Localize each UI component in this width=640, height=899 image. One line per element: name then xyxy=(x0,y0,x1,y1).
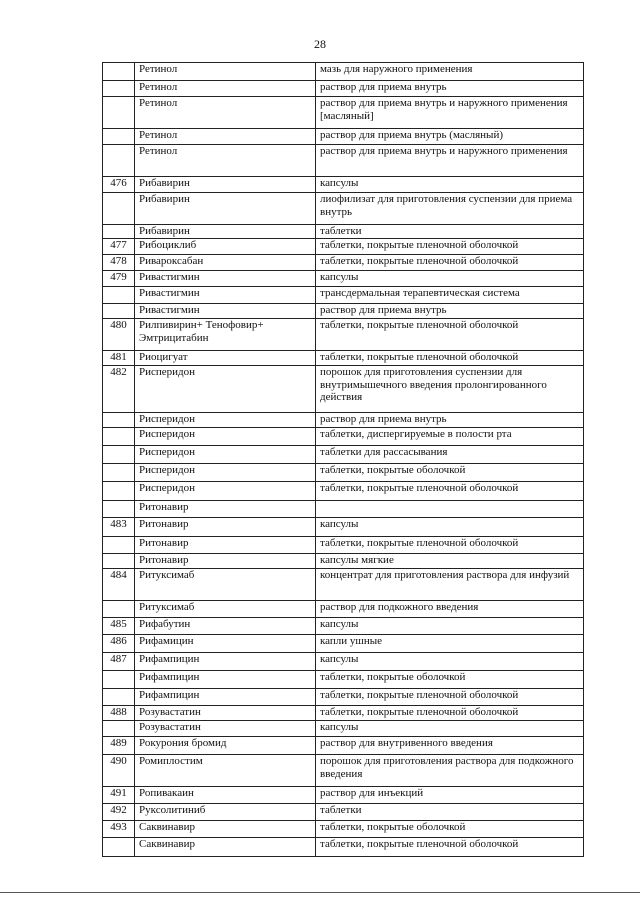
dosage-form: таблетки, покрытые пленочной оболочкой xyxy=(316,689,584,706)
dosage-form: таблетки xyxy=(316,804,584,821)
table-row xyxy=(103,428,584,446)
table-row xyxy=(103,287,584,304)
row-number: 480 xyxy=(103,319,135,351)
row-number: 490 xyxy=(103,755,135,787)
dosage-form: порошок для приготовления суспензии для внутримышечного введения пролонгированного действия xyxy=(316,366,584,413)
row-number xyxy=(103,501,135,518)
row-number: 489 xyxy=(103,737,135,755)
dosage-form: таблетки, покрытые оболочкой xyxy=(316,821,584,838)
table-row xyxy=(103,145,584,177)
dosage-form: мазь для наружного применения xyxy=(316,63,584,81)
table-row xyxy=(103,193,584,225)
table-row xyxy=(103,239,584,255)
drug-name: Ритуксимаб xyxy=(135,601,316,618)
row-number xyxy=(103,304,135,319)
dosage-form: таблетки для рассасывания xyxy=(316,446,584,464)
dosage-form: таблетки, покрытые пленочной оболочкой xyxy=(316,239,584,255)
row-number: 477 xyxy=(103,239,135,255)
dosage-form: таблетки xyxy=(316,225,584,239)
row-number xyxy=(103,193,135,225)
row-number xyxy=(103,838,135,857)
drug-name: Ритуксимаб xyxy=(135,569,316,601)
drug-name: Ритонавир xyxy=(135,501,316,518)
table-row xyxy=(103,518,584,537)
drug-name: Розувастатин xyxy=(135,706,316,721)
table-row xyxy=(103,366,584,413)
drug-name: Ропивакаин xyxy=(135,787,316,804)
table-row xyxy=(103,464,584,482)
page-number: 28 xyxy=(314,37,326,51)
row-number: 484 xyxy=(103,569,135,601)
dosage-form: раствор для приема внутрь и наружного применения [масляный] xyxy=(316,97,584,129)
table-row xyxy=(103,271,584,287)
table-row xyxy=(103,537,584,554)
row-number: 492 xyxy=(103,804,135,821)
dosage-form: капсулы xyxy=(316,518,584,537)
table-row xyxy=(103,177,584,193)
drug-table-body xyxy=(103,63,584,857)
table-row xyxy=(103,569,584,601)
drug-name: Ретинол xyxy=(135,129,316,145)
table-row xyxy=(103,838,584,857)
drug-name: Рифампицин xyxy=(135,671,316,689)
table-row xyxy=(103,671,584,689)
table-row xyxy=(103,446,584,464)
drug-name: Ретинол xyxy=(135,63,316,81)
table-row xyxy=(103,482,584,501)
drug-name: Рифампицин xyxy=(135,653,316,671)
dosage-form: лиофилизат для приготовления суспензии для приема внутрь xyxy=(316,193,584,225)
table-row xyxy=(103,689,584,706)
row-number xyxy=(103,81,135,97)
drug-name: Ретинол xyxy=(135,97,316,129)
drug-name: Рибавирин xyxy=(135,177,316,193)
drug-name: Саквинавир xyxy=(135,821,316,838)
dosage-form: концентрат для приготовления раствора для инфузий xyxy=(316,569,584,601)
dosage-form: таблетки, покрытые пленочной оболочкой xyxy=(316,319,584,351)
drug-name: Рилпивирин+ Тенофовир+ Эмтрицитабин xyxy=(135,319,316,351)
row-number xyxy=(103,225,135,239)
drug-name: Рибоциклиб xyxy=(135,239,316,255)
row-number xyxy=(103,464,135,482)
table-row xyxy=(103,255,584,271)
table-row xyxy=(103,63,584,81)
dosage-form: раствор для подкожного введения xyxy=(316,601,584,618)
drug-name: Рисперидон xyxy=(135,482,316,501)
drug-name: Рисперидон xyxy=(135,428,316,446)
row-number xyxy=(103,145,135,177)
drug-name: Руксолитиниб xyxy=(135,804,316,821)
table-row xyxy=(103,737,584,755)
row-number xyxy=(103,428,135,446)
table-row xyxy=(103,601,584,618)
drug-name: Рифамицин xyxy=(135,635,316,653)
table-row xyxy=(103,635,584,653)
dosage-form: таблетки, покрытые оболочкой xyxy=(316,464,584,482)
drug-name: Рибавирин xyxy=(135,193,316,225)
drug-name: Саквинавир xyxy=(135,838,316,857)
drug-name: Ритонавир xyxy=(135,518,316,537)
table-row xyxy=(103,501,584,518)
row-number: 481 xyxy=(103,351,135,366)
dosage-form: раствор для приема внутрь xyxy=(316,413,584,428)
drug-name: Рифампицин xyxy=(135,689,316,706)
table-row xyxy=(103,821,584,838)
row-number xyxy=(103,671,135,689)
drug-table xyxy=(102,62,584,857)
drug-name: Ритонавир xyxy=(135,554,316,569)
drug-name: Рисперидон xyxy=(135,366,316,413)
dosage-form: капсулы xyxy=(316,177,584,193)
row-number: 483 xyxy=(103,518,135,537)
row-number xyxy=(103,537,135,554)
table-row xyxy=(103,319,584,351)
table-row xyxy=(103,653,584,671)
dosage-form: таблетки, покрытые пленочной оболочкой xyxy=(316,706,584,721)
row-number xyxy=(103,482,135,501)
drug-name: Ривастигмин xyxy=(135,304,316,319)
row-number xyxy=(103,413,135,428)
table-row xyxy=(103,225,584,239)
row-number xyxy=(103,129,135,145)
drug-name: Ривароксабан xyxy=(135,255,316,271)
dosage-form: трансдермальная терапевтическая система xyxy=(316,287,584,304)
table-row xyxy=(103,755,584,787)
dosage-form: капсулы мягкие xyxy=(316,554,584,569)
dosage-form: порошок для приготовления раствора для подкожного введения xyxy=(316,755,584,787)
row-number: 482 xyxy=(103,366,135,413)
table-row xyxy=(103,81,584,97)
dosage-form: раствор для приема внутрь xyxy=(316,304,584,319)
row-number xyxy=(103,97,135,129)
dosage-form: капли ушные xyxy=(316,635,584,653)
drug-name: Риоцигуат xyxy=(135,351,316,366)
dosage-form: раствор для инъекций xyxy=(316,787,584,804)
drug-name: Рисперидон xyxy=(135,464,316,482)
dosage-form: раствор для приема внутрь (масляный) xyxy=(316,129,584,145)
drug-name: Рибавирин xyxy=(135,225,316,239)
row-number: 485 xyxy=(103,618,135,635)
row-number xyxy=(103,554,135,569)
dosage-form: таблетки, покрытые пленочной оболочкой xyxy=(316,255,584,271)
dosage-form: таблетки, покрытые пленочной оболочкой xyxy=(316,482,584,501)
table-row xyxy=(103,413,584,428)
row-number xyxy=(103,287,135,304)
table-row xyxy=(103,97,584,129)
table-row xyxy=(103,618,584,635)
bottom-rule xyxy=(0,892,640,893)
drug-name: Ривастигмин xyxy=(135,271,316,287)
row-number: 486 xyxy=(103,635,135,653)
row-number: 493 xyxy=(103,821,135,838)
row-number xyxy=(103,601,135,618)
table-row xyxy=(103,554,584,569)
table-row xyxy=(103,804,584,821)
table-row xyxy=(103,304,584,319)
table-row xyxy=(103,787,584,804)
row-number xyxy=(103,446,135,464)
dosage-form: капсулы xyxy=(316,653,584,671)
dosage-form: таблетки, покрытые пленочной оболочкой xyxy=(316,537,584,554)
row-number: 479 xyxy=(103,271,135,287)
row-number xyxy=(103,63,135,81)
row-number xyxy=(103,721,135,737)
dosage-form: таблетки, покрытые пленочной оболочкой xyxy=(316,838,584,857)
row-number: 487 xyxy=(103,653,135,671)
row-number: 488 xyxy=(103,706,135,721)
dosage-form: раствор для приема внутрь xyxy=(316,81,584,97)
drug-name: Розувастатин xyxy=(135,721,316,737)
row-number xyxy=(103,689,135,706)
table-row xyxy=(103,721,584,737)
drug-name: Рисперидон xyxy=(135,446,316,464)
dosage-form xyxy=(316,501,584,518)
dosage-form: таблетки, покрытые пленочной оболочкой xyxy=(316,351,584,366)
dosage-form: раствор для внутривенного введения xyxy=(316,737,584,755)
dosage-form: капсулы xyxy=(316,618,584,635)
table-row xyxy=(103,351,584,366)
dosage-form: капсулы xyxy=(316,721,584,737)
dosage-form: капсулы xyxy=(316,271,584,287)
table-row xyxy=(103,129,584,145)
drug-name: Ривастигмин xyxy=(135,287,316,304)
drug-name: Рисперидон xyxy=(135,413,316,428)
dosage-form: таблетки, покрытые оболочкой xyxy=(316,671,584,689)
table-row xyxy=(103,706,584,721)
row-number: 491 xyxy=(103,787,135,804)
row-number: 476 xyxy=(103,177,135,193)
dosage-form: таблетки, диспергируемые в полости рта xyxy=(316,428,584,446)
drug-name: Ретинол xyxy=(135,145,316,177)
row-number: 478 xyxy=(103,255,135,271)
drug-name: Рокурония бромид xyxy=(135,737,316,755)
drug-name: Рифабутин xyxy=(135,618,316,635)
dosage-form: раствор для приема внутрь и наружного применения xyxy=(316,145,584,177)
drug-name: Ритонавир xyxy=(135,537,316,554)
drug-name: Ретинол xyxy=(135,81,316,97)
drug-name: Ромиплостим xyxy=(135,755,316,787)
